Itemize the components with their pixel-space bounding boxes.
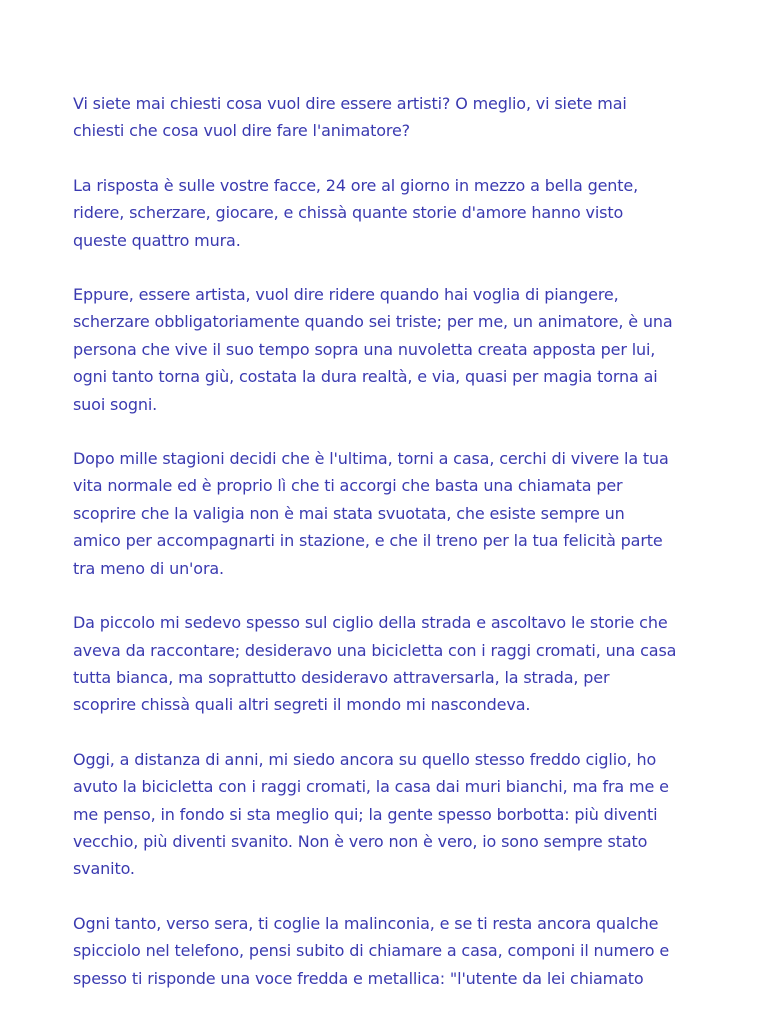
- text-line: scherzare obbligatoriamente quando sei triste; per me, un animatore, è una: [73, 312, 673, 332]
- text-line: tra meno di un'ora.: [73, 558, 224, 578]
- text-line: scoprire che la valigia non è mai stata svuotata, che esiste sempre un: [73, 503, 625, 523]
- paragraph-3: [73, 281, 713, 418]
- text-line: suoi sogni.: [73, 394, 158, 414]
- document-page: [73, 90, 713, 1019]
- paragraph-1: [73, 90, 713, 145]
- text-line: vecchio, più diventi svanito. Non è vero non è vero, io sono sempre stato: [73, 831, 648, 851]
- text-line: spicciolo nel telefono, pensi subito di chiamare a casa, componi il numero e: [73, 941, 670, 961]
- paragraph-7: [73, 910, 713, 992]
- text-line: me penso, in fondo si sta meglio qui; la gente spesso borbotta: più diventi: [73, 804, 658, 824]
- text-line: Eppure, essere artista, vuol dire ridere quando hai voglia di piangere,: [73, 285, 619, 305]
- text-line: tutta bianca, ma soprattutto desideravo attraversarla, la strada, per: [73, 667, 610, 687]
- text-line: queste quattro mura.: [73, 230, 241, 250]
- text-line: ridere, scherzare, giocare, e chissà quante storie d'amore hanno visto: [73, 203, 624, 223]
- text-line: amico per accompagnarti in stazione, e che il treno per la tua felicità parte: [73, 531, 663, 551]
- paragraph-5: [73, 609, 713, 719]
- text-line: Vi siete mai chiesti cosa vuol dire essere artisti? O meglio, vi siete mai: [73, 94, 627, 113]
- text-line: Oggi, a distanza di anni, mi siedo ancora su quello stesso freddo ciglio, ho: [73, 749, 657, 769]
- text-line: Ogni tanto, verso sera, ti coglie la malinconia, e se ti resta ancora qualche: [73, 913, 659, 933]
- text-line: ogni tanto torna giù, costata la dura realtà, e via, quasi per magia torna ai: [73, 367, 658, 387]
- text-line: Dopo mille stagioni decidi che è l'ultima, torni a casa, cerchi di vivere la tua: [73, 449, 669, 469]
- text-line: chiesti che cosa vuol dire fare l'animatore?: [73, 121, 410, 141]
- text-line: scoprire chissà quali altri segreti il mondo mi nascondeva.: [73, 695, 531, 715]
- text-line: spesso ti risponde una voce fredda e metallica: "l'utente da lei chiamato: [73, 968, 644, 988]
- paragraph-6: [73, 746, 713, 883]
- paragraph-4: [73, 445, 713, 582]
- text-line: svanito.: [73, 859, 135, 879]
- text-line: vita normale ed è proprio lì che ti accorgi che basta una chiamata per: [73, 476, 623, 496]
- text-line: aveva da raccontare; desideravo una bicicletta con i raggi cromati, una casa: [73, 640, 677, 660]
- text-line: La risposta è sulle vostre facce, 24 ore al giorno in mezzo a bella gente,: [73, 175, 639, 195]
- text-line: avuto la bicicletta con i raggi cromati, la casa dai muri bianchi, ma fra me e: [73, 777, 669, 797]
- text-line: Da piccolo mi sedevo spesso sul ciglio della strada e ascoltavo le storie che: [73, 613, 668, 633]
- text-line: persona che vive il suo tempo sopra una nuvoletta creata apposta per lui,: [73, 339, 656, 359]
- paragraph-2: [73, 172, 713, 254]
